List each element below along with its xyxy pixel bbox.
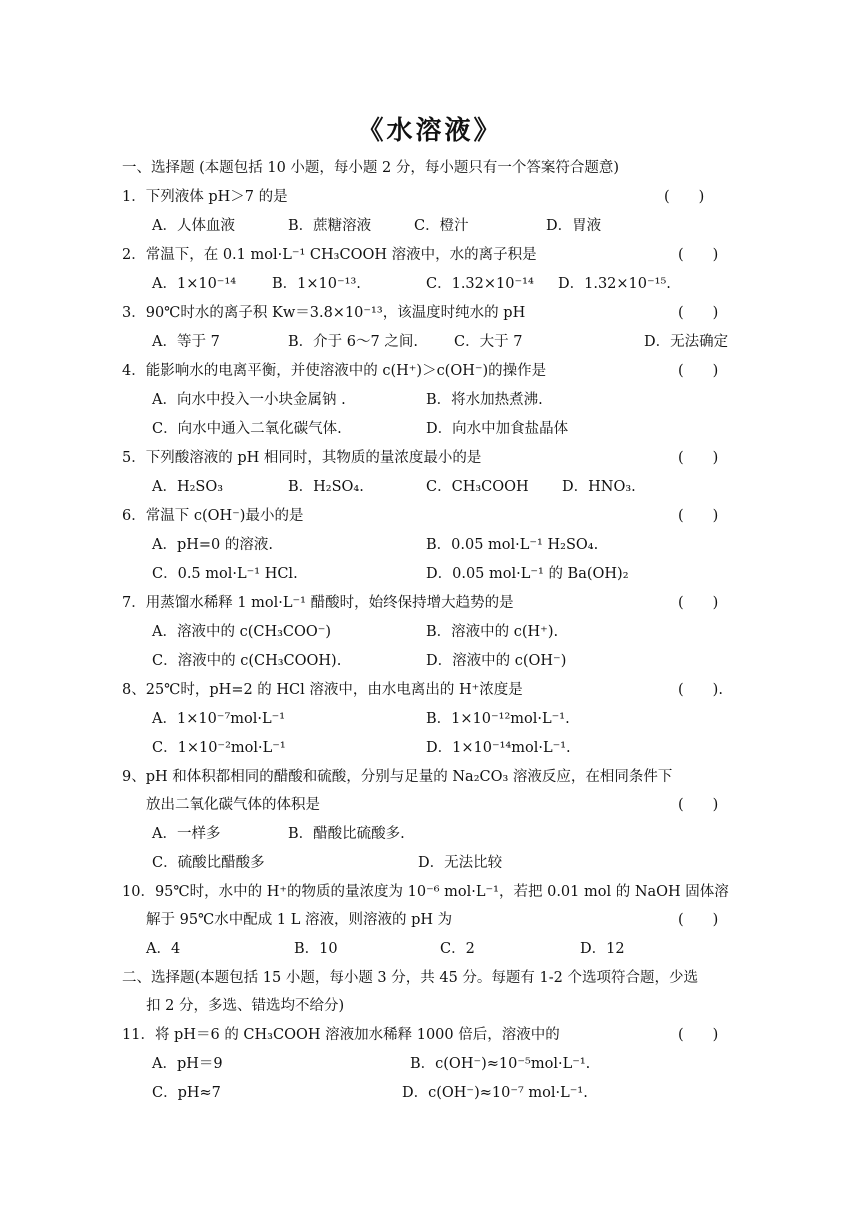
q9-option-b: B．醋酸比硫酸多. (288, 826, 405, 842)
q4-option-d: D．向水中加食盐晶体 (426, 421, 569, 437)
q6-option-b: B．0.05 mol·L⁻¹ H₂SO₄. (426, 537, 599, 553)
q7-option-d: D．溶液中的 c(OH⁻) (426, 653, 567, 669)
q1-option-c: C．橙汁 (414, 218, 469, 234)
q4-option-a: A．向水中投入一小块金属钠 . (152, 392, 346, 408)
question-8-stem: 8、25℃时，pH=2 的 HCl 溶液中，由水电离出的 H⁺浓度是 (122, 682, 523, 698)
q6-option-c: C．0.5 mol·L⁻¹ HCl. (152, 566, 298, 582)
q5-option-d: D．HNO₃. (562, 479, 636, 495)
q5-option-b: B．H₂SO₄. (288, 479, 364, 495)
q3-option-d: D．无法确定 (644, 334, 729, 350)
q2-option-b: B．1×10⁻¹³. (272, 276, 361, 292)
q9-option-d: D．无法比较 (418, 855, 503, 871)
answer-blank-3: ( ) (678, 305, 719, 321)
q5-option-a: A．H₂SO₃ (152, 479, 224, 495)
q11-option-c: C．pH≈7 (152, 1085, 221, 1101)
q3-option-a: A．等于 7 (152, 334, 220, 350)
question-10-stem-line-2: 解于 95℃水中配成 1 L 溶液，则溶液的 pH 为 (146, 912, 453, 928)
question-1-stem: 1．下列液体 pH＞7 的是 (122, 189, 288, 205)
q1-option-b: B．蔗糖溶液 (288, 218, 372, 234)
answer-blank-4: ( ) (678, 363, 719, 379)
answer-blank-5: ( ) (678, 450, 719, 466)
question-4-stem: 4．能影响水的电离平衡，并使溶液中的 c(H⁺)＞c(OH⁻)的操作是 (122, 363, 547, 379)
q11-option-b: B．c(OH⁻)≈10⁻⁵mol·L⁻¹. (410, 1056, 591, 1072)
answer-blank-8: ( ). (678, 682, 723, 698)
q6-option-a: A．pH=0 的溶液. (152, 537, 273, 553)
q11-option-d: D．c(OH⁻)≈10⁻⁷ mol·L⁻¹. (402, 1085, 588, 1101)
q7-option-b: B．溶液中的 c(H⁺). (426, 624, 559, 640)
question-6-stem: 6．常温下 c(OH⁻)最小的是 (122, 508, 304, 524)
question-5-stem: 5．下列酸溶液的 pH 相同时，其物质的量浓度最小的是 (122, 450, 482, 466)
answer-blank-11: ( ) (678, 1027, 719, 1043)
page-title: 《水溶液》 (357, 116, 503, 146)
section-1-heading: 一、选择题 (本题包括 10 小题，每小题 2 分，每小题只有一个答案符合题意) (122, 160, 620, 176)
q10-option-a: A．4 (146, 941, 181, 957)
q8-option-c: C．1×10⁻²mol·L⁻¹ (152, 740, 286, 756)
question-10-stem-line-1: 10．95℃时，水中的 H⁺的物质的量浓度为 10⁻⁶ mol·L⁻¹，若把 0.01 mol 的 NaOH 固体溶 (122, 884, 729, 900)
section-2-heading-line-2: 扣 2 分，多选、错选均不给分) (146, 998, 345, 1014)
q11-option-a: A．pH＝9 (152, 1056, 223, 1072)
question-9-stem-line-1: 9、pH 和体积都相同的醋酸和硫酸，分别与足量的 Na₂CO₃ 溶液反应，在相同条件下 (122, 769, 673, 785)
question-2-stem: 2．常温下，在 0.1 mol·L⁻¹ CH₃COOH 溶液中，水的离子积是 (122, 247, 537, 263)
q4-option-b: B．将水加热煮沸. (426, 392, 543, 408)
q10-option-c: C．2 (440, 941, 475, 957)
q9-option-c: C．硫酸比醋酸多 (152, 855, 265, 871)
q3-option-c: C．大于 7 (454, 334, 523, 350)
question-7-stem: 7．用蒸馏水稀释 1 mol·L⁻¹ 醋酸时，始终保持增大趋势的是 (122, 595, 514, 611)
answer-blank-6: ( ) (678, 508, 719, 524)
q2-option-d: D．1.32×10⁻¹⁵. (558, 276, 671, 292)
section-2-heading-line-1: 二、选择题(本题包括 15 小题，每小题 3 分，共 45 分。每题有 1-2 个选项符合题，少选 (122, 970, 699, 986)
answer-blank-7: ( ) (678, 595, 719, 611)
question-3-stem: 3．90℃时水的离子积 Kᴡ＝3.8×10⁻¹³，该温度时纯水的 pH (122, 305, 526, 321)
answer-blank-1: ( ) (664, 189, 705, 205)
answer-blank-10: ( ) (678, 912, 719, 928)
q2-option-c: C．1.32×10⁻¹⁴ (426, 276, 534, 292)
q1-option-a: A．人体血液 (152, 218, 235, 234)
question-11-stem: 11．将 pH＝6 的 CH₃COOH 溶液加水稀释 1000 倍后，溶液中的 (122, 1027, 560, 1043)
q9-option-a: A．一样多 (152, 826, 221, 842)
answer-blank-9: ( ) (678, 797, 719, 813)
q7-option-a: A．溶液中的 c(CH₃COO⁻) (152, 624, 332, 640)
q2-option-a: A．1×10⁻¹⁴ (152, 276, 237, 292)
question-9-stem-line-2: 放出二氧化碳气体的体积是 (146, 797, 320, 813)
q1-option-d: D．胃液 (546, 218, 602, 234)
q10-option-b: B．10 (294, 941, 338, 957)
q3-option-b: B．介于 6～7 之间. (288, 334, 418, 350)
q5-option-c: C．CH₃COOH (426, 479, 529, 495)
q6-option-d: D．0.05 mol·L⁻¹ 的 Ba(OH)₂ (426, 566, 629, 582)
q8-option-d: D．1×10⁻¹⁴mol·L⁻¹. (426, 740, 571, 756)
answer-blank-2: ( ) (678, 247, 719, 263)
q4-option-c: C．向水中通入二氧化碳气体. (152, 421, 342, 437)
q8-option-a: A．1×10⁻⁷mol·L⁻¹ (152, 711, 286, 727)
q7-option-c: C．溶液中的 c(CH₃COOH). (152, 653, 342, 669)
q10-option-d: D．12 (580, 941, 625, 957)
q8-option-b: B．1×10⁻¹²mol·L⁻¹. (426, 711, 570, 727)
